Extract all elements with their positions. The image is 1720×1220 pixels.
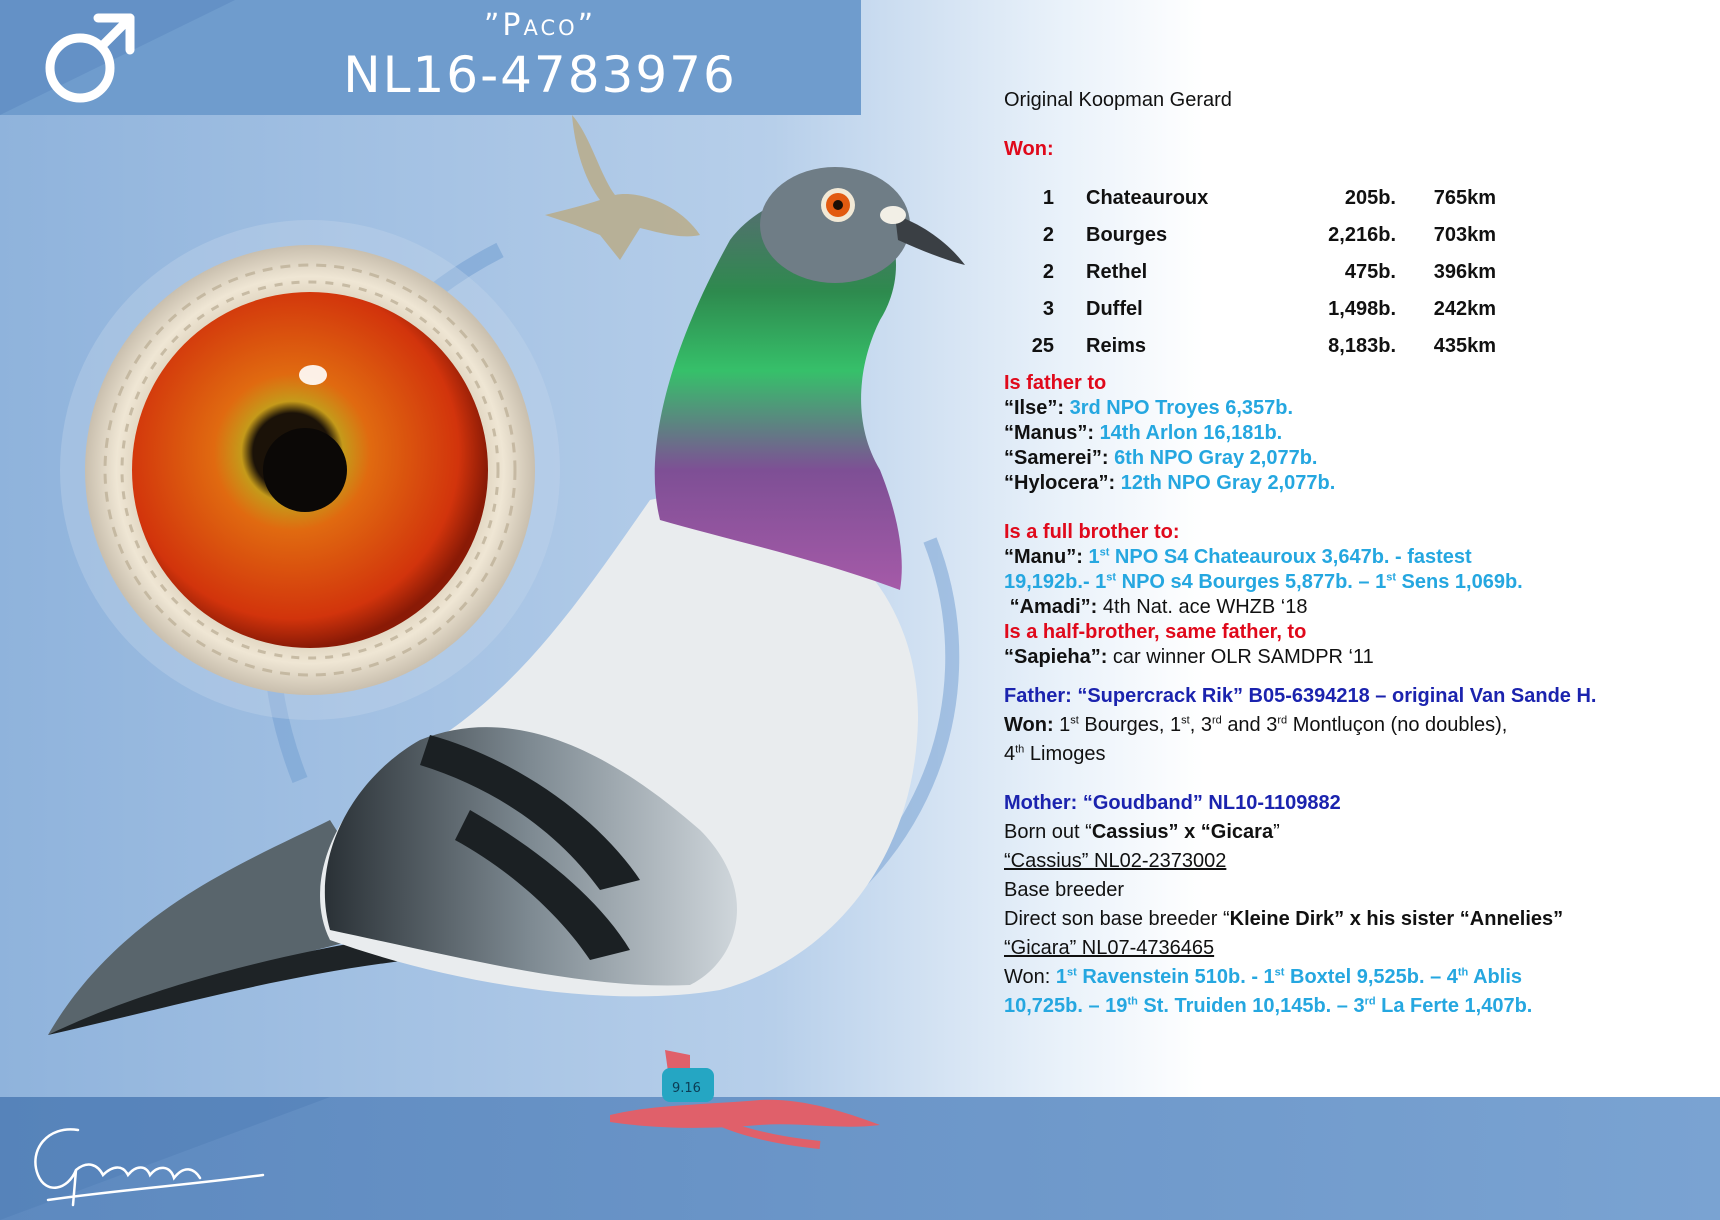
ring-number: NL16-4783976 bbox=[343, 46, 737, 104]
pigeon-name: ”Paco” bbox=[483, 8, 597, 43]
sibling-name: “Manu”: bbox=[1004, 546, 1083, 568]
sibling-name: “Amadi”: bbox=[1009, 596, 1098, 618]
offspring-result: 3rd NPO Troyes 6,357b. bbox=[1069, 397, 1294, 419]
results-table bbox=[1004, 180, 1496, 365]
direct-son-line: Direct son base breeder “Kleine Dirk” x his sister “Annelies” bbox=[1004, 908, 1564, 930]
result-rank: 2 bbox=[1042, 224, 1054, 246]
offspring-line bbox=[1004, 396, 1704, 421]
offspring-line bbox=[1004, 471, 1704, 496]
table-row bbox=[1004, 328, 1496, 365]
result-birds: 205b. bbox=[1344, 187, 1396, 209]
result-distance: 396km bbox=[1433, 261, 1496, 283]
offspring-name: “Ilse”: bbox=[1004, 397, 1065, 419]
sibling-result: car winner OLR SAMDPR ‘11 bbox=[1112, 646, 1374, 668]
result-distance: 242km bbox=[1433, 298, 1496, 320]
half-brother-heading: Is a half-brother, same father, to bbox=[1004, 621, 1307, 643]
offspring-line bbox=[1004, 421, 1704, 446]
sibling-line-manu bbox=[1004, 545, 1704, 570]
result-birds: 475b. bbox=[1344, 261, 1396, 283]
result-place: Chateauroux bbox=[1086, 187, 1209, 209]
offspring-name: “Hylocera”: bbox=[1004, 472, 1116, 494]
sibling-result: 1st NPO S4 Chateauroux 3,647b. - fastest bbox=[1088, 546, 1472, 568]
father-heading: Father: “Supercrack Rik” B05-6394218 – original Van Sande H. bbox=[1004, 685, 1597, 707]
table-row bbox=[1004, 291, 1496, 328]
offspring-name: “Samerei”: bbox=[1004, 447, 1109, 469]
won-heading: Won: bbox=[1004, 138, 1054, 160]
gicara-won-line: Won: 1st Ravenstein 510b. - 1st Boxtel 9,525b. – 4th Ablis bbox=[1004, 966, 1523, 988]
father-won-line-2: 4th Limoges bbox=[1004, 743, 1106, 765]
result-place: Bourges bbox=[1086, 224, 1168, 246]
father-to-heading: Is father to bbox=[1004, 372, 1107, 394]
sibling-name: “Sapieha”: bbox=[1004, 646, 1108, 668]
offspring-result: 14th Arlon 16,181b. bbox=[1099, 422, 1283, 444]
result-distance: 703km bbox=[1433, 224, 1496, 246]
result-place: Duffel bbox=[1086, 298, 1143, 320]
offspring-result: 12th NPO Gray 2,077b. bbox=[1120, 472, 1336, 494]
signature-logo bbox=[18, 1120, 268, 1210]
offspring-name: “Manus”: bbox=[1004, 422, 1094, 444]
offspring-result: 6th NPO Gray 2,077b. bbox=[1114, 447, 1318, 469]
result-place: Rethel bbox=[1086, 261, 1148, 283]
result-rank: 1 bbox=[1042, 187, 1054, 209]
father-won-line: Won: 1st Bourges, 1st, 3rd and 3rd Montluçon (no doubles), bbox=[1004, 714, 1508, 736]
sibling-result: 4th Nat. ace WHZB ‘18 bbox=[1102, 596, 1308, 618]
result-distance: 765km bbox=[1433, 187, 1496, 209]
mother-born-line: Born out “Cassius” x “Gicara” bbox=[1004, 821, 1280, 843]
gicara-won-line-2: 10,725b. – 19th St. Truiden 10,145b. – 3rd La Ferte 1,407b. bbox=[1004, 995, 1533, 1017]
table-row bbox=[1004, 254, 1496, 291]
result-distance: 435km bbox=[1433, 335, 1496, 357]
cassius-ring: “Cassius” NL02-2373002 bbox=[1004, 850, 1227, 872]
sibling-line-amadi bbox=[1004, 595, 1704, 620]
gicara-ring: “Gicara” NL07-4736465 bbox=[1004, 937, 1215, 959]
result-rank: 25 bbox=[1031, 335, 1054, 357]
result-rank: 2 bbox=[1042, 261, 1054, 283]
mother-heading: Mother: “Goudband” NL10-1109882 bbox=[1004, 792, 1341, 814]
offspring-line bbox=[1004, 446, 1704, 471]
origin-line: Original Koopman Gerard bbox=[1004, 89, 1232, 111]
table-row bbox=[1004, 217, 1496, 254]
cassius-desc: Base breeder bbox=[1004, 879, 1125, 901]
table-row bbox=[1004, 180, 1496, 217]
pedigree-info bbox=[1004, 88, 1704, 1019]
leg-band-text: 9.16 bbox=[672, 1081, 701, 1096]
result-place: Reims bbox=[1086, 335, 1147, 357]
header-banner bbox=[0, 0, 861, 115]
result-rank: 3 bbox=[1042, 298, 1054, 320]
sibling-line-sapieha bbox=[1004, 645, 1704, 670]
result-birds: 2,216b. bbox=[1328, 224, 1396, 246]
full-brother-heading: Is a full brother to: bbox=[1004, 521, 1180, 543]
result-birds: 8,183b. bbox=[1328, 335, 1396, 357]
male-symbol-icon bbox=[38, 8, 138, 108]
sibling-result-continued: 19,192b.- 1st NPO s4 Bourges 5,877b. – 1st Sens 1,069b. bbox=[1004, 571, 1523, 593]
result-birds: 1,498b. bbox=[1328, 298, 1396, 320]
